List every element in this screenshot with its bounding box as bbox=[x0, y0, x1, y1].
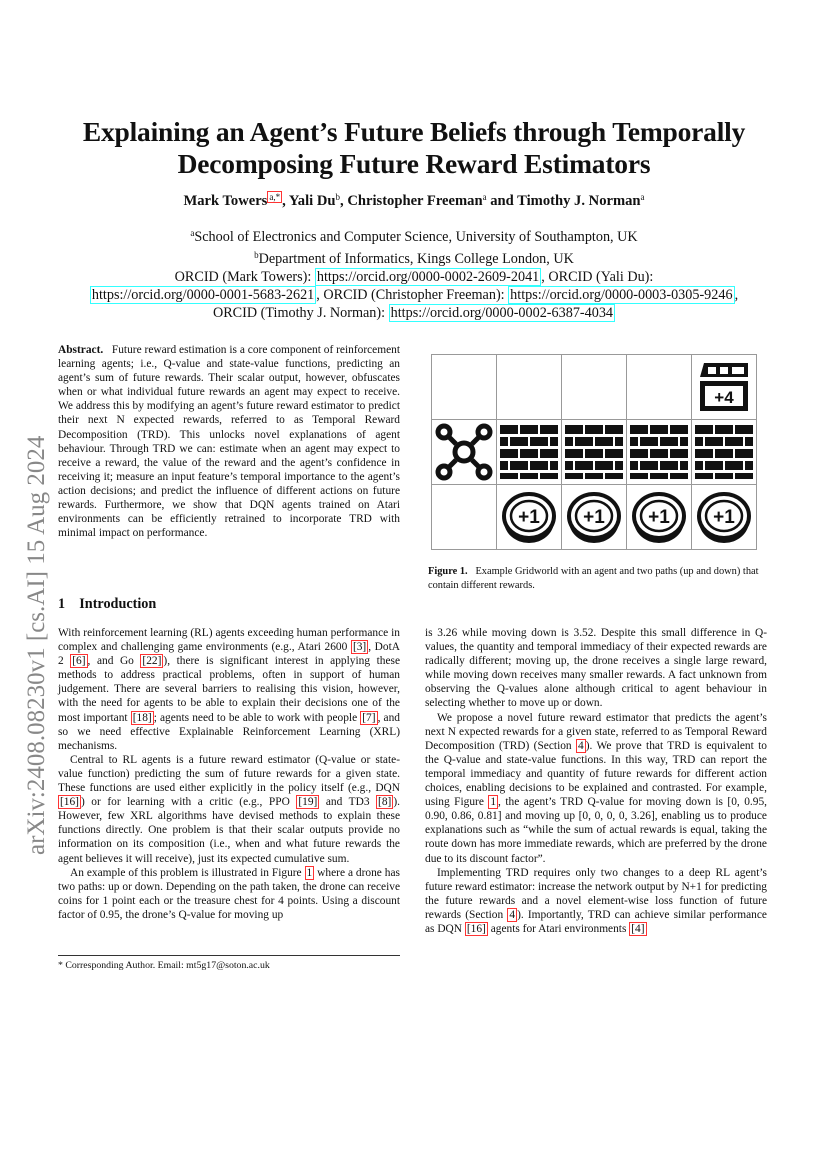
arxiv-sidebar-stamp bbox=[10, 360, 54, 860]
paper-title bbox=[40, 116, 788, 180]
figure-link[interactable]: 1 bbox=[306, 866, 313, 879]
coin-icon bbox=[692, 485, 756, 549]
title-line-1: Explaining an Agent’s Future Beliefs through Temporally bbox=[82, 116, 746, 147]
grid-cell-coin bbox=[627, 485, 692, 550]
grid-cell-agent bbox=[432, 420, 497, 485]
citation-link[interactable]: [16] bbox=[60, 796, 79, 809]
section-link[interactable]: 4 bbox=[509, 908, 516, 921]
author-affil-mark: b bbox=[335, 192, 341, 202]
grid-cell-coin bbox=[692, 485, 757, 550]
gridworld bbox=[431, 354, 757, 550]
grid-cell-wall bbox=[562, 420, 627, 485]
grid-cell-empty bbox=[432, 355, 497, 420]
orcid-link[interactable]: https://orcid.org/0000-0003-0305-9246 bbox=[510, 287, 733, 303]
citation-link[interactable]: [18] bbox=[132, 711, 152, 724]
brick-wall-icon bbox=[562, 420, 626, 484]
author-name: Christopher Freeman bbox=[347, 193, 483, 209]
grid-cell-empty bbox=[432, 485, 497, 550]
orcid-link[interactable]: https://orcid.org/0000-0001-5683-2621 bbox=[91, 287, 315, 303]
orcid-line-3: ORCID (Timothy J. Norman): https://orcid.org/0000-0002-6387-4034 bbox=[212, 305, 614, 321]
drone-icon bbox=[432, 420, 496, 484]
section-link[interactable]: 4 bbox=[578, 739, 584, 752]
coin-icon bbox=[497, 485, 561, 549]
citation-link[interactable]: [4] bbox=[631, 922, 645, 935]
figure-1-gridworld bbox=[431, 354, 757, 550]
grid-cell-empty bbox=[562, 355, 627, 420]
citation-link[interactable]: [19] bbox=[298, 796, 318, 809]
citation-link[interactable]: [6] bbox=[72, 655, 86, 668]
arxiv-id: arXiv:2408.08230v1 [cs.AI] 15 Aug 2024 bbox=[23, 435, 50, 855]
brick-wall-icon bbox=[627, 420, 691, 484]
orcid-line-2: https://orcid.org/0000-0001-5683-2621 , ORCID (Christopher Freeman): https://orcid.org/0000-0003-0305-9246 , bbox=[91, 287, 739, 303]
orcid-link[interactable]: https://orcid.org/0000-0002-6387-4034 bbox=[390, 305, 614, 321]
affiliation-a: $^a$School of Electronics and Computer Science, University of Southampton, UK bbox=[190, 228, 638, 245]
coin-reward-label: +1 bbox=[583, 507, 605, 528]
orcid-link[interactable]: https://orcid.org/0000-0002-2609-2041 bbox=[316, 269, 540, 285]
footnote-rule bbox=[58, 955, 400, 956]
affiliations bbox=[40, 224, 788, 322]
coin-icon bbox=[627, 485, 691, 549]
author-name: Yali Du bbox=[288, 193, 336, 209]
paragraph: An example of this problem is illustrated in Figure 1 where a drone has two paths: up or down. Depending on the path taken, the drone can receive coins for 1 point each or the treasure chest for 4 points. Using a discount factor of 0.95, the drone’s Q-value for moving up bbox=[58, 866, 400, 921]
coin-reward-label: +1 bbox=[518, 507, 540, 528]
grid-cell-wall bbox=[497, 420, 562, 485]
grid-cell-wall bbox=[627, 420, 692, 485]
brick-wall-icon bbox=[497, 420, 561, 484]
footnote: * Corresponding Author. Email: mt5g17@soton.ac.uk bbox=[58, 960, 270, 971]
author-name: Mark Towers bbox=[183, 193, 268, 209]
coin-icon bbox=[562, 485, 626, 549]
grid-cell-empty bbox=[627, 355, 692, 420]
author-affil-mark: a bbox=[482, 192, 487, 202]
citation-link[interactable]: [8] bbox=[378, 796, 392, 809]
paragraph: Central to RL agents is a future reward estimator (Q-value or state-value function) predicting the sum of future rewards for a given state. These functions are used either explicitly in the policy itself (e.g., DQN [16] ) or for learning with a critic (e.g., PPO [19] and TD3 [8] ). However, few XRL algorithms have devised methods to explain these functions directly. One problem is that their scalar outputs provide no information on its composition (i.e., when and what future rewards the agent believes it will receive), just its expected cumulative sum. bbox=[58, 753, 400, 865]
citation-link[interactable]: [16] bbox=[466, 922, 486, 935]
citation-link[interactable]: [22] bbox=[142, 655, 162, 668]
figure-label: Figure 1. bbox=[428, 566, 468, 577]
right-column-text bbox=[425, 626, 767, 936]
abstract-label: Abstract. bbox=[58, 344, 104, 356]
paragraph: Implementing TRD requires only two changes to a deep RL agent’s future reward estimator: increase the network output by N+1 for predicting the future rewards and a novel element-wise loss function of future rewards (Section 4 ). Importantly, TRD can achieve similar performance as DQN [16] agents for Atari environments [4] bbox=[425, 866, 767, 935]
intro-text bbox=[58, 626, 400, 922]
coin-reward-label: +1 bbox=[648, 507, 670, 528]
paragraph: We propose a novel future reward estimator that predicts the agent’s next N expected rewards for a given state, referred to as Temporal Reward Decomposition (TRD) (Section 4 ). We prove that TRD is equivalent to the Q-value and state-value functions. In this way, TRD can report the temporal immediacy and quantity of future rewards for different action choices, enabling decisions to be explained and contrasted. For example, using Figure 1 , the agent’s TRD Q-value for moving down is [0, 0.95, 0.90, 0.86, 0.81] and moving up [0, 0, 0, 0, 3.26], enabling us to produce explanations such as “while the sum of actual rewards is equal, taking the route down has more immediate rewards, which are preferred by the drone due to its discount factor”. bbox=[425, 711, 767, 865]
brick-wall-icon bbox=[692, 420, 756, 484]
abstract-text: Future reward estimation is a core component of reinforcement learning agents; i.e., Q-value and state-value functions, predicting an agent’s sum of future rewards. Their scalar output, however, obfuscates when or what individual future rewards an agent may expect to receive. We address this by modifying an agent’s future reward estimator to predict their next N expected rewards, referred to as Temporal Reward Decomposition (TRD). This unlocks novel explanations of agent behaviour. Through TRD we can: estimate when an agent may expect to receive a reward, the value of the reward and the agent’s confidence in receiving it; measure an input feature’s temporal importance to the agent’s action decisions; and predict the influence of different actions on future rewards. Furthermore, we show that DQN agents trained on Atari environments can be efficiently retrained to incorporate TRD with minimal impact on performance. bbox=[58, 344, 401, 540]
orcid-line-1: ORCID (Mark Towers): https://orcid.org/0000-0002-2609-2041 , ORCID (Yali Du): bbox=[174, 269, 654, 285]
paragraph: With reinforcement learning (RL) agents exceeding human performance in complex and challenging game environments (e.g., Atari 2600 [3] , DotA 2 [6] , and Go [22] ), there is significant interest in applying these methods to address practical problems, often in support of human judgement. There are several barriers to realising this vision, however, with the need for agents to be able to explain their decisions one of the most important [18] ; agents need to be able to work with people [7] , and so we need effective Explainable Reinforcement Learning (XRL) mechanisms. bbox=[58, 627, 400, 752]
author-affil-mark: a,* bbox=[269, 192, 281, 202]
section-heading-introduction: 1 Introduction bbox=[58, 596, 157, 612]
abstract bbox=[58, 343, 400, 540]
chest-reward-label: +4 bbox=[714, 388, 734, 407]
grid-cell-wall bbox=[692, 420, 757, 485]
affiliation-b: $^b$Department of Informatics, Kings College London, UK bbox=[254, 250, 574, 267]
grid-cell-coin bbox=[562, 485, 627, 550]
title-line-2: Decomposing Future Reward Estimators bbox=[177, 148, 651, 179]
citation-link[interactable]: [3] bbox=[352, 641, 367, 654]
citation-link[interactable]: [7] bbox=[362, 711, 376, 724]
author-affil-mark: a bbox=[640, 192, 645, 202]
author-name: Timothy J. Norman bbox=[517, 193, 641, 209]
figure-1-caption: Figure 1. Example Gridworld with an agent and two paths (up and down) that contain different rewards. bbox=[428, 566, 759, 591]
figure-link[interactable]: 1 bbox=[490, 796, 497, 809]
paragraph: is 3.26 while moving down is 3.52. Despite this small difference in Q-values, the quantity and temporal immediacy of their expected rewards are radically different; moving up, the drone receives a single large reward, while moving down receives many smaller rewards. A fact unknown from observing the Q-values alone although critical to agent behaviour in selecting whether to move up or down. bbox=[425, 627, 767, 710]
grid-cell-empty bbox=[497, 355, 562, 420]
treasure-chest-icon bbox=[692, 355, 756, 419]
author-list: Mark Towers $^{a,*}$ , Yali Du$^b$, Christopher Freeman$^a$ and Timothy J. Norman$^a$ bbox=[183, 192, 645, 209]
grid-cell-coin bbox=[497, 485, 562, 550]
grid-cell-chest bbox=[692, 355, 757, 420]
coin-reward-label: +1 bbox=[713, 507, 735, 528]
